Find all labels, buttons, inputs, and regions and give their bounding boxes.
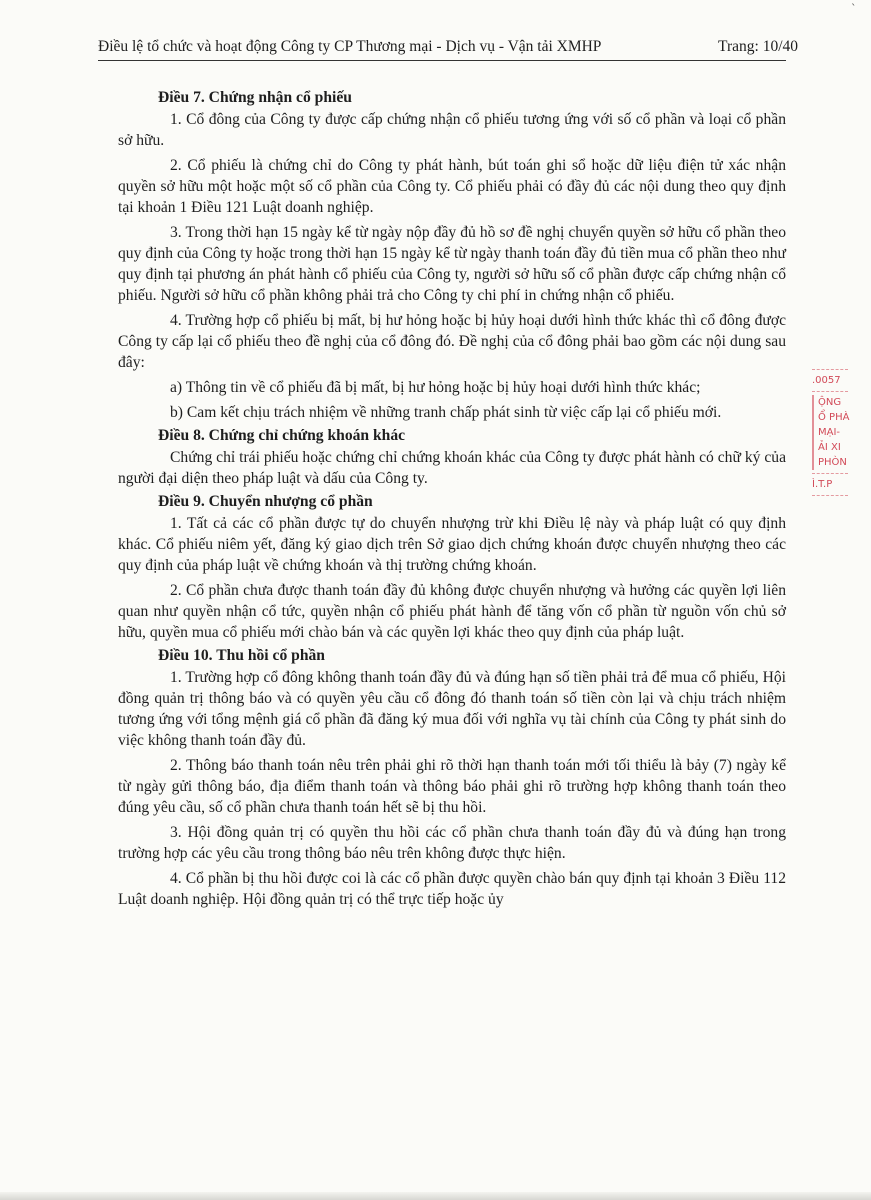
article-10-clause-2: 2. Thông báo thanh toán nêu trên phải ghi rõ thời hạn thanh toán mới tối thiểu là bảy (7) ngày kể từ ngày gửi thông báo, địa điểm thanh toán và thông báo phải ghi rõ trường hợp không thanh toán theo đúng yêu cầu, số cổ phần chưa thanh toán hết sẽ bị thu hồi. (118, 757, 786, 816)
article-9-heading: Điều 9. Chuyển nhượng cổ phần (158, 493, 373, 510)
scan-bottom-edge (0, 1192, 871, 1200)
stamp-line: Ổ PHÀ (812, 410, 852, 425)
header-rule (98, 60, 786, 61)
stamp-line: MẠI- (812, 425, 852, 440)
stamp-line: ỘNG (812, 395, 852, 410)
article-8-text: Chứng chỉ trái phiếu hoặc chứng chỉ chứng khoán khác của Công ty được phát hành có chữ ký của người đại diện theo pháp luật và dấu của Công ty. (118, 449, 786, 487)
document-body (118, 87, 786, 914)
article-9-clause-1: 1. Tất cả các cổ phần được tự do chuyển nhượng trừ khi Điều lệ này và pháp luật có quy định khác. Cổ phiếu niêm yết, đăng ký giao dịch trên Sở giao dịch chứng khoán được chuyển nhượng theo các quy định của pháp luật về chứng khoán và thị trường chứng khoán. (118, 515, 786, 574)
stamp-dash (812, 473, 848, 474)
article-10-clause-3: 3. Hội đồng quản trị có quyền thu hồi các cổ phần chưa thanh toán đầy đủ và đúng hạn trong trường hợp các yêu cầu trong thông báo nêu trên không được thực hiện. (118, 824, 786, 862)
article-7-clause-4: 4. Trường hợp cổ phiếu bị mất, bị hư hỏng hoặc bị hủy hoại dưới hình thức khác thì cổ đông được Công ty cấp lại cổ phiếu theo đề nghị của cổ đông đó. Đề nghị của cổ đông phải bao gồm các nội dung sau đây: (118, 312, 786, 371)
stamp-dash (812, 391, 848, 392)
article-10-clause-1: 1. Trường hợp cổ đông không thanh toán đầy đủ và đúng hạn số tiền phải trả để mua cổ phiếu, Hội đồng quản trị thông báo và có quyền yêu cầu cổ đông đó thanh toán số tiền còn lại và chịu trách nhiệm tương ứng với tổng mệnh giá cổ phần đã đăng ký mua đối với nghĩa vụ tài chính của Công ty phát sinh do việc không thanh toán đầy đủ. (118, 669, 786, 749)
article-7-heading: Điều 7. Chứng nhận cổ phiếu (158, 89, 352, 106)
page-header (98, 38, 798, 56)
stamp-line: PHÒN (812, 455, 852, 470)
company-stamp-fragment (812, 366, 852, 516)
article-10-heading: Điều 10. Thu hồi cổ phần (158, 647, 325, 664)
stamp-line: Ì.T.P (812, 479, 833, 490)
stamp-dash (812, 369, 848, 370)
article-7-clause-4a: a) Thông tin về cổ phiếu đã bị mất, bị hư hỏng hoặc bị hủy hoại dưới hình thức khác; (170, 379, 701, 396)
article-9-clause-2: 2. Cổ phần chưa được thanh toán đầy đủ không được chuyển nhượng và hưởng các quyền lợi liên quan như quyền nhận cổ tức, quyền nhận cổ phiếu phát hành để tăng vốn cổ phần từ nguồn vốn chủ sở hữu, quyền mua cổ phiếu mới chào bán và các quyền lợi khác theo quy định của pháp luật. (118, 582, 786, 641)
article-7-clause-3: 3. Trong thời hạn 15 ngày kể từ ngày nộp đầy đủ hồ sơ đề nghị chuyển quyền sở hữu cổ phần theo quy định của Công ty hoặc trong thời hạn 15 ngày kể từ ngày thanh toán đầy đủ tiền mua cổ phần theo như quy định tại phương án phát hành cổ phiếu của Công ty, người sở hữu số cổ phần được cấp chứng nhận cổ phiếu. Người sở hữu cổ phần không phải trả cho Công ty chi phí in chứng nhận cổ phiếu. (118, 224, 786, 304)
stamp-dash (812, 495, 848, 496)
document-title: Điều lệ tổ chức và hoạt động Công ty CP Thương mại - Dịch vụ - Vận tải XMHP (98, 38, 602, 55)
stamp-line: .0057 (812, 375, 841, 386)
article-8-heading: Điều 8. Chứng chỉ chứng khoán khác (158, 427, 406, 444)
article-7-clause-1: 1. Cổ đông của Công ty được cấp chứng nhận cổ phiếu tương ứng với số cổ phần và loại cổ phần sở hữu. (118, 111, 786, 149)
stamp-line: ẢI XI (812, 440, 852, 455)
scan-corner-mark: ˋ (851, 2, 857, 15)
article-7-clause-4b: b) Cam kết chịu trách nhiệm về những tranh chấp phát sinh từ việc cấp lại cổ phiếu mới. (170, 404, 722, 421)
article-10-clause-4: 4. Cổ phần bị thu hồi được coi là các cổ phần được quyền chào bán quy định tại khoản 3 Điều 112 Luật doanh nghiệp. Hội đồng quản trị có thể trực tiếp hoặc ủy (118, 870, 786, 908)
article-7-clause-2: 2. Cổ phiếu là chứng chỉ do Công ty phát hành, bút toán ghi sổ hoặc dữ liệu điện tử xác nhận quyền sở hữu một hoặc một số cổ phần của Công ty. Cổ phiếu phải có đầy đủ các nội dung theo quy định tại khoản 1 Điều 121 Luật doanh nghiệp. (118, 157, 786, 216)
page-number: Trang: 10/40 (718, 38, 798, 55)
